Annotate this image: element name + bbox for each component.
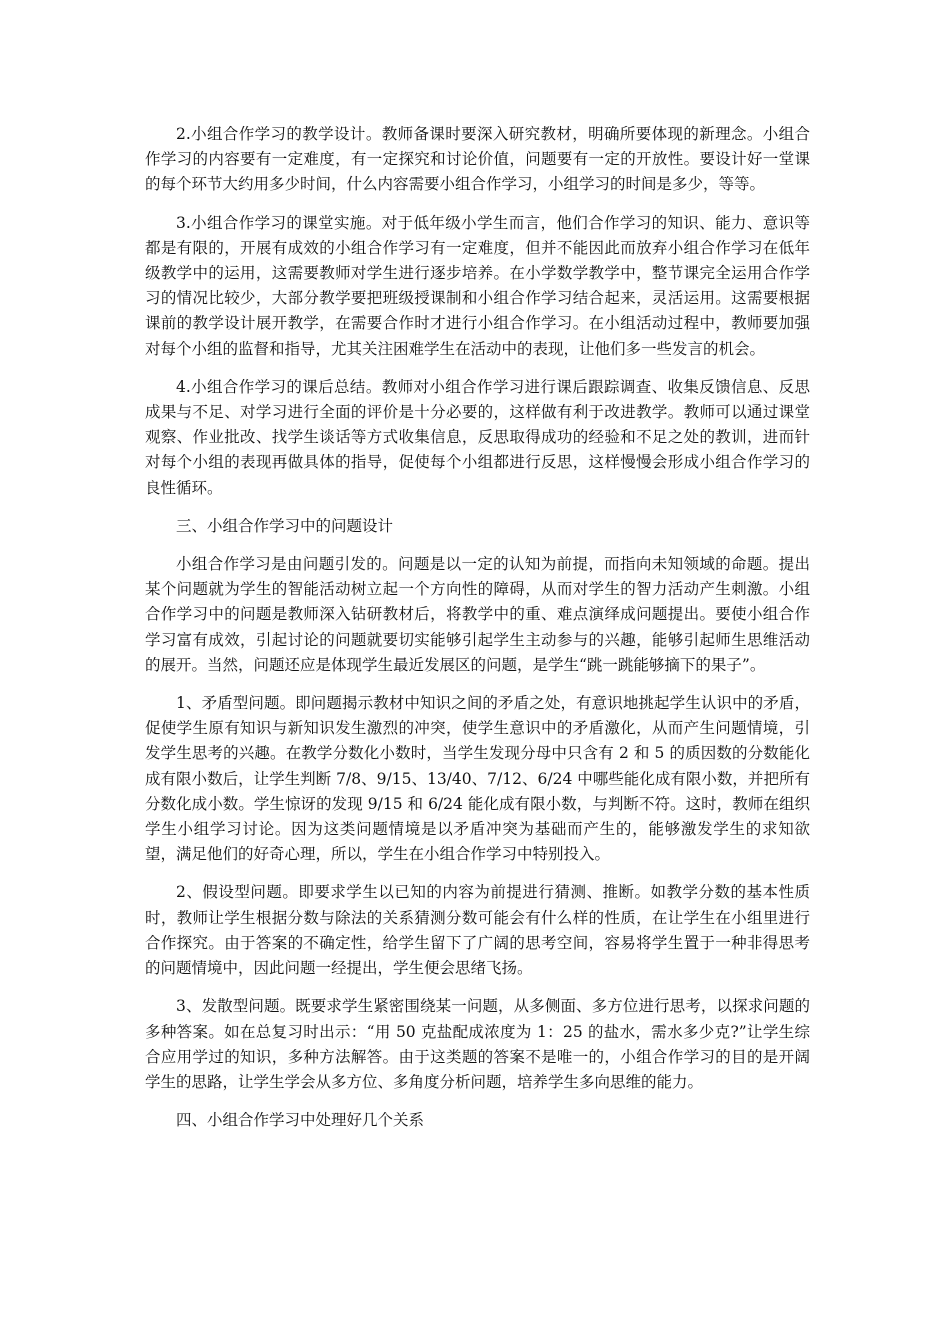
paragraph-classroom-implementation: 3.小组合作学习的课堂实施。对于低年级小学生而言，他们合作学习的知识、能力、意识等都是有限的，开展有成效的小组合作学习有一定难度，但并不能因此而放弃小组合作学习在低年级教学中的运用，这需要教师对学生进行逐步培养。在小学数学教学中，整节课完全运用合作学习的情况比较少，大部分教学要把班级授课制和小组合作学习结合起来，灵活运用。这需要根据课前的教学设计展开教学，在需要合作时才进行小组合作学习。在小组活动过程中，教师要加强对每个小组的监督和指导，尤其关注困难学生在活动中的表现，让他们多一些发言的机会。 xyxy=(145,213,810,358)
document-body xyxy=(145,122,810,1146)
paragraph-after-class-summary: 4.小组合作学习的课后总结。教师对小组合作学习进行课后跟踪调查、收集反馈信息、反思成果与不足、对学习进行全面的评价是十分必要的，这样做有利于改进教学。教师可以通过课堂观察、作业批改、找学生谈话等方式收集信息，反思取得成功的经验和不足之处的教训，进而针对每个小组的表现再做具体的指导，促使每个小组都进行反思，这样慢慢会形成小组合作学习的良性循环。 xyxy=(145,377,810,497)
paragraph-lesson-design: 2.小组合作学习的教学设计。教师备课时要深入研究教材，明确所要体现的新理念。小组合作学习的内容要有一定难度，有一定探究和讨论价值，问题要有一定的开放性。要设计好一堂课的每个环节大约用多少时间，什么内容需要小组合作学习，小组学习的时间是多少，等等。 xyxy=(145,125,810,194)
section-heading-question-design: 三、小组合作学习中的问题设计 xyxy=(176,516,394,535)
paragraph-question-intro: 小组合作学习是由问题引发的。问题是以一定的认知为前提，而指向未知领域的命题。提出某个问题就为学生的智能活动树立起一个方向性的障碍，从而对学生的智力活动产生刺激。小组合作学习中的问题是教师深入钻研教材后，将教学中的重、难点演绎成问题提出。要使小组合作学习富有成效，引起讨论的问题就要切实能够引起学生主动参与的兴趣，能够引起师生思维活动的展开。当然，问题还应是体现学生最近发展区的问题，是学生“跳一跳能够摘下的果子”。 xyxy=(145,555,810,674)
paragraph-divergent-questions: 3、发散型问题。既要求学生紧密围绕某一问题，从多侧面、多方位进行思考，以探求问题的多种答案。如在总复习时出示：“用 50 克盐配成浓度为 1：25 的盐水，需水多少克?”让学生综合应用学过的知识，多种方法解答。由于这类题的答案不是唯一的，小组合作学习的目的是开阔学生的思路，让学生学会从多方位、多角度分析问题，培养学生多向思维的能力。 xyxy=(145,997,810,1091)
section-heading-relationships: 四、小组合作学习中处理好几个关系 xyxy=(176,1111,425,1130)
paragraph-hypothesis-questions: 2、假设型问题。即要求学生以已知的内容为前提进行猜测、推断。如教学分数的基本性质时，教师让学生根据分数与除法的关系猜测分数可能会有什么样的性质，在让学生在小组里进行合作探究。由于答案的不确定性，给学生留下了广阔的思考空间，容易将学生置于一种非得思考的问题情境中，因此问题一经提出，学生便会思绪飞扬。 xyxy=(145,883,810,978)
paragraph-contradiction-questions: 1、矛盾型问题。即问题揭示教材中知识之间的矛盾之处，有意识地挑起学生认识中的矛盾，促使学生原有知识与新知识发生激烈的冲突，使学生意识中的矛盾激化，从而产生问题情境，引发学生思考的兴趣。在教学分数化小数时，当学生发现分母中只含有 2 和 5 的质因数的分数能化成有限小数后，让学生判断 7/8、9/15、13/40、7/12、6/24 中哪些能化成有限小数，并把所有分数化成小数。学生惊讶的发现 9/15 和 6/24 能化成有限小数，与判断不符。这时，教师在组织学生小组学习讨论。因为这类问题情境是以矛盾冲突为基础而产生的，能够激发学生的求知欲望，满足他们的好奇心理，所以，学生在小组合作学习中特别投入。 xyxy=(145,694,810,864)
